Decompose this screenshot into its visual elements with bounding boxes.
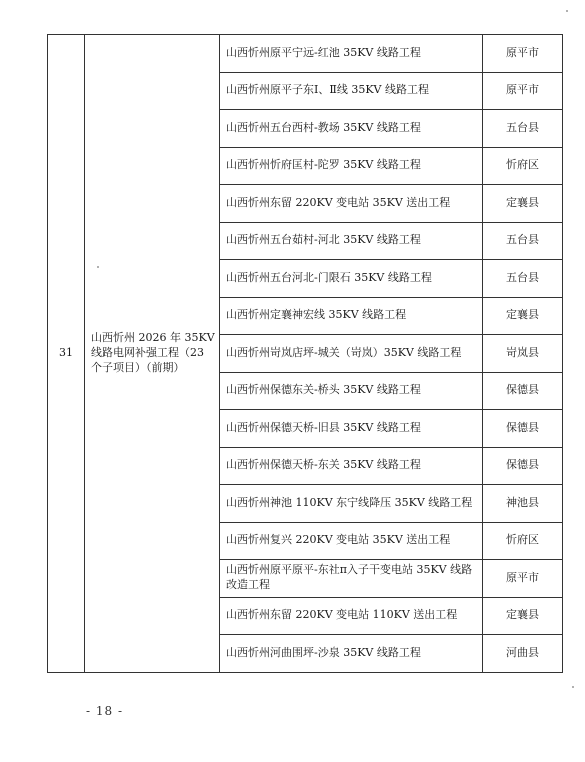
subproject-location: 忻府区 — [483, 522, 563, 560]
subproject-location: 河曲县 — [483, 635, 563, 673]
subproject-name: 山西忻州复兴 220KV 变电站 35KV 送出工程 — [220, 522, 483, 560]
project-table — [47, 34, 563, 673]
subproject-location: 五台县 — [483, 110, 563, 148]
subproject-name: 山西忻州岢岚店坪-城关（岢岚）35KV 线路工程 — [220, 335, 483, 373]
subproject-location: 保德县 — [483, 372, 563, 410]
subproject-name: 山西忻州河曲围坪-沙泉 35KV 线路工程 — [220, 635, 483, 673]
subproject-name: 山西忻州原平宁远-红池 35KV 线路工程 — [220, 35, 483, 73]
subproject-location: 定襄县 — [483, 185, 563, 223]
subproject-location: 原平市 — [483, 560, 563, 598]
scan-speck — [572, 686, 574, 688]
scan-speck — [97, 266, 99, 268]
subproject-name: 山西忻州忻府匡村-陀罗 35KV 线路工程 — [220, 147, 483, 185]
subproject-name: 山西忻州保德东关-桥头 35KV 线路工程 — [220, 372, 483, 410]
subproject-location: 神池县 — [483, 485, 563, 523]
subproject-name: 山西忻州原平子东Ⅰ、Ⅱ线 35KV 线路工程 — [220, 72, 483, 110]
subproject-location: 忻府区 — [483, 147, 563, 185]
subproject-name: 山西忻州定襄神宏线 35KV 线路工程 — [220, 297, 483, 335]
subproject-name: 山西忻州东留 220KV 变电站 35KV 送出工程 — [220, 185, 483, 223]
subproject-location: 保德县 — [483, 410, 563, 448]
subproject-location: 保德县 — [483, 447, 563, 485]
project-name: 山西忻州 2026 年 35KV 线路电网补强工程（23 个子项目）（前期） — [85, 35, 220, 673]
subproject-location: 原平市 — [483, 35, 563, 73]
subproject-name: 山西忻州五台河北-门限石 35KV 线路工程 — [220, 260, 483, 298]
subproject-name: 山西忻州神池 110KV 东宁线降压 35KV 线路工程 — [220, 485, 483, 523]
subproject-location: 原平市 — [483, 72, 563, 110]
subproject-name: 山西忻州五台西村-教场 35KV 线路工程 — [220, 110, 483, 148]
subproject-name: 山西忻州东留 220KV 变电站 110KV 送出工程 — [220, 597, 483, 635]
subproject-name: 山西忻州保德天桥-东关 35KV 线路工程 — [220, 447, 483, 485]
page-number: - 18 - — [86, 704, 124, 718]
subproject-name: 山西忻州五台茹村-河北 35KV 线路工程 — [220, 222, 483, 260]
subproject-location: 岢岚县 — [483, 335, 563, 373]
row-number: 31 — [48, 35, 85, 673]
scan-speck — [566, 10, 568, 12]
subproject-location: 定襄县 — [483, 297, 563, 335]
subproject-location: 定襄县 — [483, 597, 563, 635]
subproject-name: 山西忻州原平原平-东社π入子干变电站 35KV 线路改造工程 — [220, 560, 483, 598]
subproject-location: 五台县 — [483, 260, 563, 298]
subproject-location: 五台县 — [483, 222, 563, 260]
table-row — [48, 35, 563, 73]
subproject-name: 山西忻州保德天桥-旧县 35KV 线路工程 — [220, 410, 483, 448]
